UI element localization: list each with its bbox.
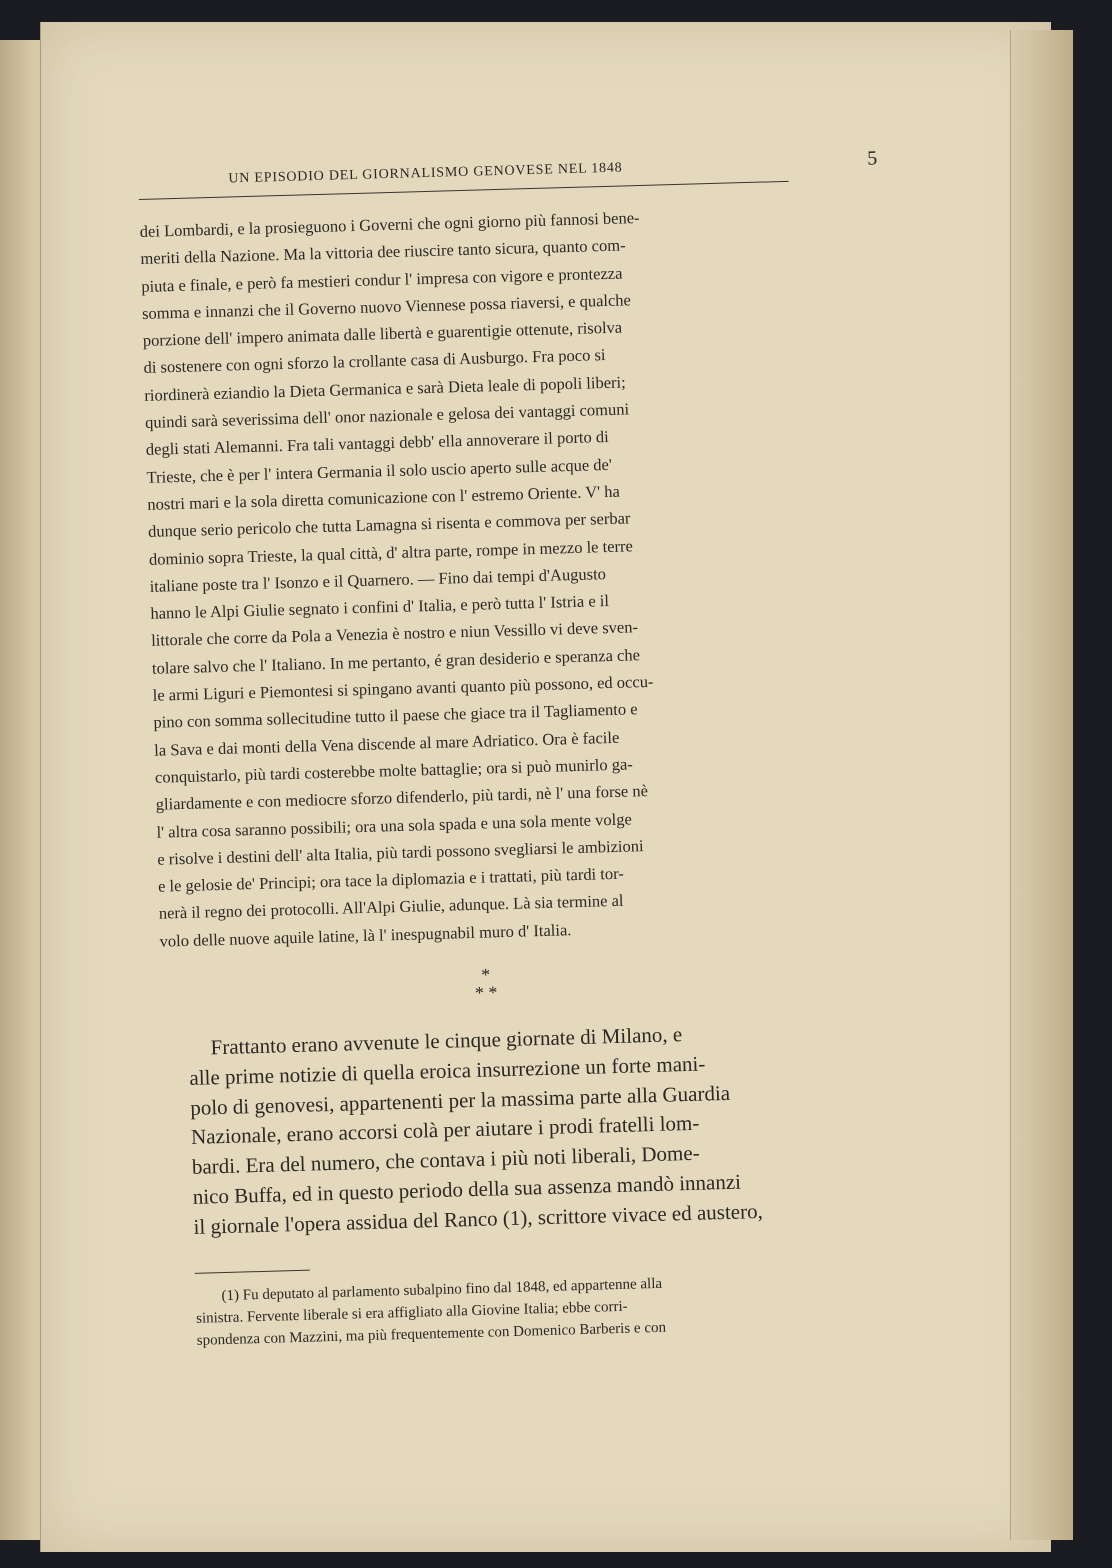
text-line: bardi. Era del numero, che contava i più noti liberali, Dome- [191, 1140, 700, 1180]
text-line: il giornale l'opera assidua del Ranco (1), scrittore vivace ed austero, [193, 1198, 764, 1239]
text-line: somma e innanzi che il Governo nuovo Viennese possa riaversi, e qualche [141, 290, 632, 323]
text-line: l' altra cosa saranno possibili; ora una sola spada e una sola mente volge [156, 809, 632, 842]
text-line: pino con somma sollecitudine tutto il paese che giace tra il Tagliamento e [153, 699, 638, 733]
text-line: meriti della Nazione. Ma la vittoria dee riuscire tanto sicura, quanto com- [140, 235, 626, 269]
text-line: polo di genovesi, appartenenti per la massima parte alla Guardia [189, 1080, 731, 1120]
text-line: Nazionale, erano accorsi colà per aiutare i prodi fratelli lom- [190, 1111, 700, 1150]
text-line: nico Buffa, ed in questo periodo della sua assenza mandò innanzi [192, 1169, 742, 1209]
text-line: hanno le Alpi Giulie segnato i confini d' Italia, e però tutta l' Istria e il [150, 591, 610, 623]
text-line: degli stati Alemanni. Fra tali vantaggi debb' ella annoverare il porto di [145, 427, 609, 460]
footnote-line: (1) Fu deputato al parlamento subalpino fino dal 1848, ed appartenne alla [221, 1275, 663, 1304]
text-line: le armi Liguri e Piemontesi si spingano avanti quanto più possono, ed occu- [152, 671, 654, 705]
text-line: di sostenere con ogni sforzo la crollante casa di Ausburgo. Fra poco si [143, 345, 606, 378]
footnote-rule [195, 1269, 310, 1273]
separator-top: * [480, 964, 491, 985]
text-line: riordinerà eziandio la Dieta Germanica e sarà Dieta leale di popoli liberi; [144, 372, 626, 405]
text-line: dominio sopra Trieste, la qual città, d' altra parte, rompe in mezzo le terre [148, 535, 634, 569]
text-line: e risolve i destini dell' alta Italia, più tardi possono svegliarsi le ambizioni [157, 835, 644, 869]
main-paragraph [188, 1016, 828, 1242]
running-title: UN EPISODIO DEL GIORNALISMO GENOVESE NEL 1848 [228, 160, 623, 187]
text-line: littorale che corre da Pola a Venezia è nostro e niun Vessillo vi deve sven- [150, 617, 639, 651]
text-line: la Sava e dai monti della Vena discende al mare Adriatico. Ora è facile [153, 727, 620, 760]
text-line: tolare salvo che l' Italiano. In me pertanto, é gran desiderio e speranza che [151, 644, 641, 678]
footnote-line: sinistra. Fervente liberale si era affigliato alla Giovine Italia; ebbe corri- [195, 1298, 628, 1327]
text-line: dunque serio pericolo che tutta Lamagna si risenta e commova per serbar [147, 508, 631, 542]
continued-paragraph [139, 200, 819, 955]
section-separator [161, 957, 812, 1011]
text-line: porzione dell' impero animata dalle libertà e guarentigie ottenute, risolva [142, 317, 623, 351]
text-line: volo delle nuove aquile latine, là l' inespugnabil muro d' Italia. [159, 919, 572, 951]
text-line: Trieste, che è per l' intera Germania il solo uscio aperto sulle acque de' [146, 454, 613, 487]
text-line: e le gelosie de' Principi; ora tace la diplomazia e i trattati, più tardi tor- [157, 863, 624, 896]
page-number: 5 [866, 147, 879, 170]
text-line: quindi sarà severissima dell' onor nazionale e gelosa dei vantaggi comuni [144, 399, 630, 432]
text-line: nostri mari e la sola diretta comunicazione con l' estremo Oriente. V' ha [147, 481, 621, 514]
text-line: dei Lombardi, e la prosieguono i Governi che ogni giorno più fannosi bene- [139, 208, 640, 241]
text-line: Frattanto erano avvenute le cinque giornate di Milano, e [210, 1022, 683, 1060]
text-line: italiane poste tra l' Isonzo e il Quarnero. — Fino dai tempi d'Augusto [149, 563, 607, 596]
page-edge [1010, 30, 1073, 1540]
footnote-line: spondenza con Mazzini, ma più frequentemente con Domenico Barberis e con [196, 1319, 667, 1349]
separator-bottom: * * [474, 982, 498, 1003]
text-line: nerà il regno dei protocolli. All'Alpi Giulie, adunque. Là sia termine al [158, 891, 624, 924]
page-content [138, 147, 879, 1353]
text-line: gliardamente e con mediocre sforzo difenderlo, più tardi, nè l' una forse nè [155, 781, 649, 814]
text-line: piuta e finale, e però fa mestieri condur l' impresa con vigore e prontezza [141, 263, 623, 296]
text-line: alle prime notizie di quella eroica insurrezione un forte mani- [189, 1051, 706, 1090]
text-line: conquistarlo, più tardi costerebbe molte battaglie; ora si può munirlo ga- [154, 754, 634, 787]
